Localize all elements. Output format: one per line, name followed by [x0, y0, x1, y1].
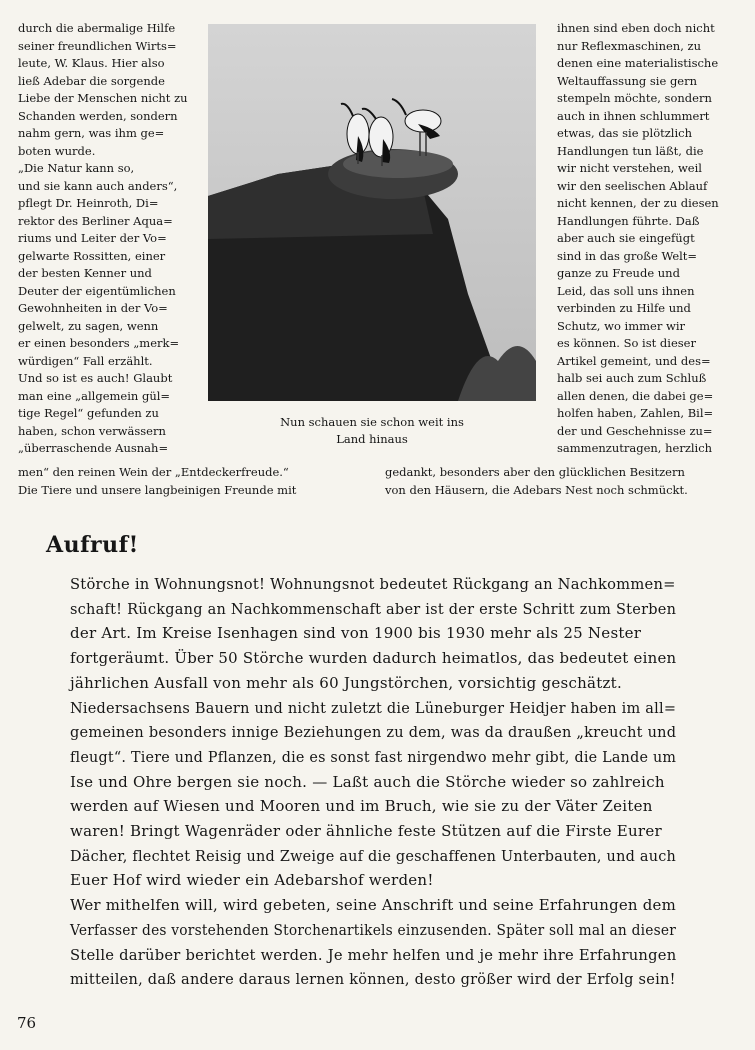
left-column-line: würdigen“ Fall erzählt.: [18, 353, 153, 368]
stork-photo-image: [208, 24, 536, 401]
right-column-line: halb sei auch zum Schluß: [557, 371, 707, 385]
right-column-line: der und Geschehnisse zu=: [557, 423, 713, 438]
left-column-line: „überraschende Ausnah=: [18, 441, 169, 455]
left-column-line: man eine „allgemein gül=: [18, 388, 171, 403]
right-column-line: wir nicht verstehen, weil: [557, 161, 702, 175]
left-column-line: Gewohnheiten in der Vo=: [18, 301, 168, 315]
bridge-right-line-2: von den Häusern, die Adebars Nest noch schmückt.: [385, 483, 688, 497]
left-column-line: boten wurde.: [18, 143, 96, 158]
left-column-line: nahm gern, was ihm ge=: [18, 126, 165, 140]
right-column-line: auch in ihnen schlummert: [557, 108, 710, 123]
left-text-column: [18, 20, 199, 458]
right-column-line: nicht kennen, der zu diesen: [557, 196, 719, 210]
left-column-line: haben, schon verwässern: [18, 423, 166, 438]
appeal-line: Verfasser des vorstehenden Storchenartikels einzusenden. Später soll mal an dieser: [70, 920, 676, 939]
left-column-line: gelwelt, zu sagen, wenn: [18, 318, 159, 333]
left-column-line: leute, W. Klaus. Hier also: [18, 56, 165, 70]
appeal-line: Euer Hof wird wieder ein Adebarshof werden!: [70, 871, 434, 890]
appeal-line: fortgeräumt. Über 50 Störche wurden dadurch heimatlos, das bedeutet einen: [70, 649, 677, 668]
stork-nest-photo: [208, 24, 536, 401]
appeal-line: Ise und Ohre bergen sie noch. — Laßt auch die Störche wieder so zahlreich: [70, 772, 665, 791]
right-column-line: allen denen, die dabei ge=: [557, 388, 714, 403]
right-column-line: Handlungen führte. Daß: [557, 213, 700, 228]
bridge-left-line-2: Die Tiere und unsere langbeinigen Freunde mit: [18, 483, 297, 497]
left-column-line: „Die Natur kann so,: [18, 161, 135, 175]
appeal-line: Niedersachsens Bauern und nicht zuletzt die Lüneburger Heidjer haben im all=: [70, 698, 677, 717]
left-column-line: gelwarte Rossitten, einer: [18, 248, 166, 263]
appeal-line: mitteilen, daß andere daraus lernen können, desto größer wird der Erfolg sein!: [70, 970, 676, 989]
right-column-line: nur Reflexmaschinen, zu: [557, 38, 701, 53]
right-column-line: ganze zu Freude und: [557, 266, 680, 280]
left-column-line: Deuter der eigentümlichen: [18, 283, 176, 298]
left-column-line: rektor des Berliner Aqua=: [18, 213, 173, 228]
right-column-line: sammenzutragen, herzlich: [557, 441, 713, 455]
appeal-line: fleugt“. Tiere und Pflanzen, die es sonst fast nirgendwo mehr gibt, die Lande um: [70, 747, 677, 766]
left-column-line: ließ Adebar die sorgende: [18, 73, 165, 88]
right-column-line: ihnen sind eben doch nicht: [557, 21, 715, 35]
appeal-line: Wer mithelfen will, wird gebeten, seine Anschrift und seine Erfahrungen dem: [70, 896, 676, 915]
appeal-line: gemeinen besonders innige Beziehungen zu dem, was da draußen „kreucht und: [70, 723, 677, 742]
caption-line-2: Land hinaus: [336, 432, 408, 446]
right-text-column: [557, 20, 738, 458]
photo-caption: [208, 414, 536, 448]
right-column-line: Handlungen tun läßt, die: [557, 143, 704, 158]
right-column-line: denen eine materialistische: [557, 56, 719, 70]
bridge-left-line-1: men“ den reinen Wein der „Entdeckerfreude.“: [18, 465, 289, 479]
right-column-line: holfen haben, Zahlen, Bil=: [557, 406, 714, 420]
right-column-line: es können. So ist dieser: [557, 336, 696, 350]
bridge-right-line-1: gedankt, besonders aber den glücklichen Besitzern: [385, 465, 685, 479]
appeal-line: waren! Bringt Wagenräder oder ähnliche feste Stützen auf die Firste Eurer: [70, 822, 662, 840]
left-column-line: durch die abermalige Hilfe: [18, 21, 176, 35]
page-number: 76: [17, 1014, 37, 1032]
left-column-line: er einen besonders „merk=: [18, 336, 180, 350]
appeal-line: schaft! Rückgang an Nachkommenschaft aber ist der erste Schritt zum Sterben: [70, 599, 677, 618]
left-column-line: und sie kann auch anders“,: [18, 178, 178, 193]
appeal-line: Dächer, flechtet Reisig und Zweige auf die geschaffenen Unterbauten, und auch: [70, 846, 677, 865]
right-column-line: wir den seelischen Ablauf: [557, 178, 708, 193]
appeal-line: jährlichen Ausfall von mehr als 60 Jungstörchen, vorsichtig geschätzt.: [70, 673, 622, 692]
left-column-line: tige Regel“ gefunden zu: [18, 406, 159, 420]
appeal-line: Störche in Wohnungsnot! Wohnungsnot bedeutet Rückgang an Nachkommen=: [70, 575, 676, 593]
right-column-line: Weltauffassung sie gern: [557, 73, 698, 88]
right-column-line: Artikel gemeint, und des=: [557, 353, 711, 368]
left-column-line: Liebe der Menschen nicht zu: [18, 91, 188, 105]
right-column-line: verbinden zu Hilfe und: [557, 301, 691, 315]
right-column-line: Schutz, wo immer wir: [557, 318, 686, 333]
left-column-line: pflegt Dr. Heinroth, Di=: [18, 196, 159, 210]
right-column-line: stempeln möchte, sondern: [557, 91, 712, 105]
right-column-line: aber auch sie eingefügt: [557, 231, 695, 245]
left-column-line: der besten Kenner und: [18, 266, 152, 280]
left-column-line: Und so ist es auch! Glaubt: [18, 371, 173, 385]
appeal-line: Stelle darüber berichtet werden. Je mehr helfen und je mehr ihre Erfahrungen: [70, 945, 677, 964]
right-column-line: sind in das große Welt=: [557, 248, 698, 263]
right-column-line: etwas, das sie plötzlich: [557, 126, 693, 140]
right-column-line: Leid, das soll uns ihnen: [557, 283, 695, 298]
left-column-line: seiner freundlichen Wirts=: [18, 38, 177, 53]
caption-line-1: Nun schauen sie schon weit ins: [280, 415, 464, 429]
appeal-heading: Aufruf!: [46, 532, 139, 558]
appeal-line: werden auf Wiesen und Mooren und im Bruch, wie sie zu der Väter Zeiten: [70, 797, 653, 816]
appeal-line: der Art. Im Kreise Isenhagen sind von 1900 bis 1930 mehr als 25 Nester: [70, 624, 642, 643]
left-column-line: Schanden werden, sondern: [18, 108, 178, 123]
left-column-line: riums und Leiter der Vo=: [18, 231, 167, 245]
